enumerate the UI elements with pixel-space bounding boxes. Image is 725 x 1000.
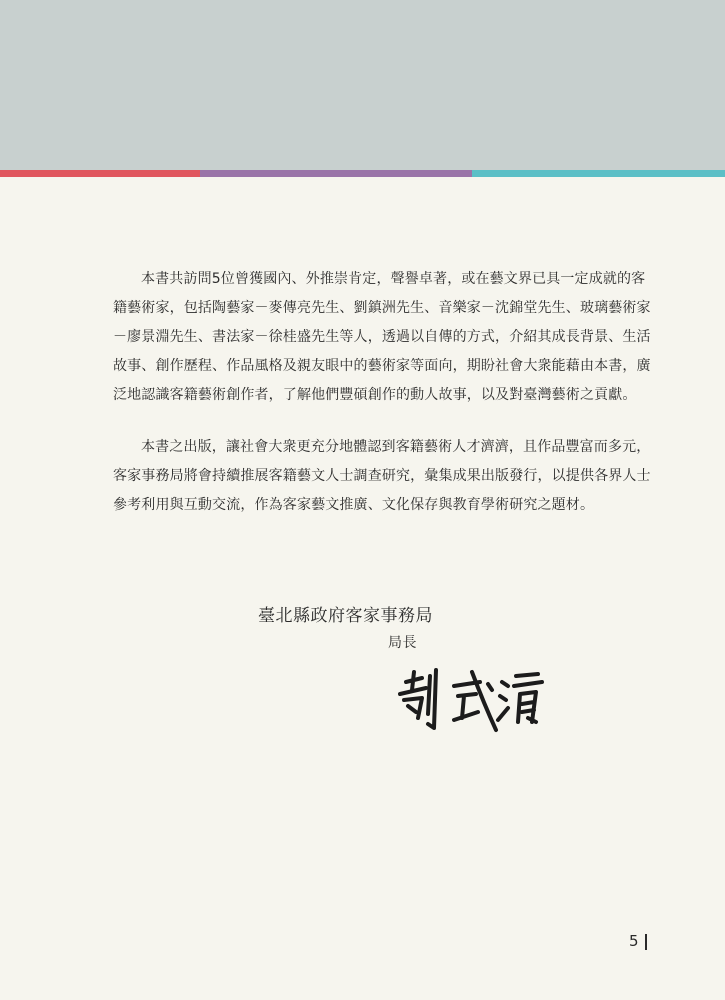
- paragraph-line: 本書共訪問5位曾獲國內、外推崇肯定，聲譽卓著，或在藝文界已具一定成就的客: [141, 271, 646, 287]
- page-number-divider: [645, 934, 647, 950]
- paragraph-line: 客家事務局將會持續推展客籍藝文人士調查研究，彙集成果出版發行，以提供各界人士: [113, 468, 651, 484]
- page-number: 5: [629, 932, 639, 950]
- signer-role: 局長: [388, 635, 417, 651]
- header-band: [0, 0, 725, 170]
- paragraph-line: －廖景淵先生、書法家－徐桂盛先生等人，透過以自傳的方式，介紹其成長背景、生活: [113, 329, 651, 345]
- stripe-purple: [200, 170, 472, 177]
- preface-paragraph-1: [113, 265, 651, 410]
- preface-paragraph-2: [113, 433, 651, 520]
- paragraph-line: 本書之出版，讓社會大衆更充分地體認到客籍藝術人才濟濟，且作品豐富而多元，: [141, 439, 651, 455]
- paragraph-line: 故事、創作歷程、作品風格及親友眼中的藝術家等面向，期盼社會大衆能藉由本書，廣: [113, 358, 651, 374]
- paragraph-line: 籍藝術家，包括陶藝家－麥傳亮先生、劉鎮洲先生、音樂家－沈錦堂先生、玻璃藝術家: [113, 300, 651, 316]
- stripe-teal: [472, 170, 725, 177]
- paragraph-line: 泛地認識客籍藝術創作者，了解他們豐碩創作的動人故事，以及對臺灣藝術之貢獻。: [113, 387, 637, 403]
- stripe-red: [0, 170, 200, 177]
- paragraph-line: 參考利用與互動交流，作為客家藝文推廣、文化保存與教育學術研究之題材。: [113, 497, 595, 513]
- organization-name: 臺北縣政府客家事務局: [258, 606, 433, 626]
- handwritten-signature: [392, 660, 552, 750]
